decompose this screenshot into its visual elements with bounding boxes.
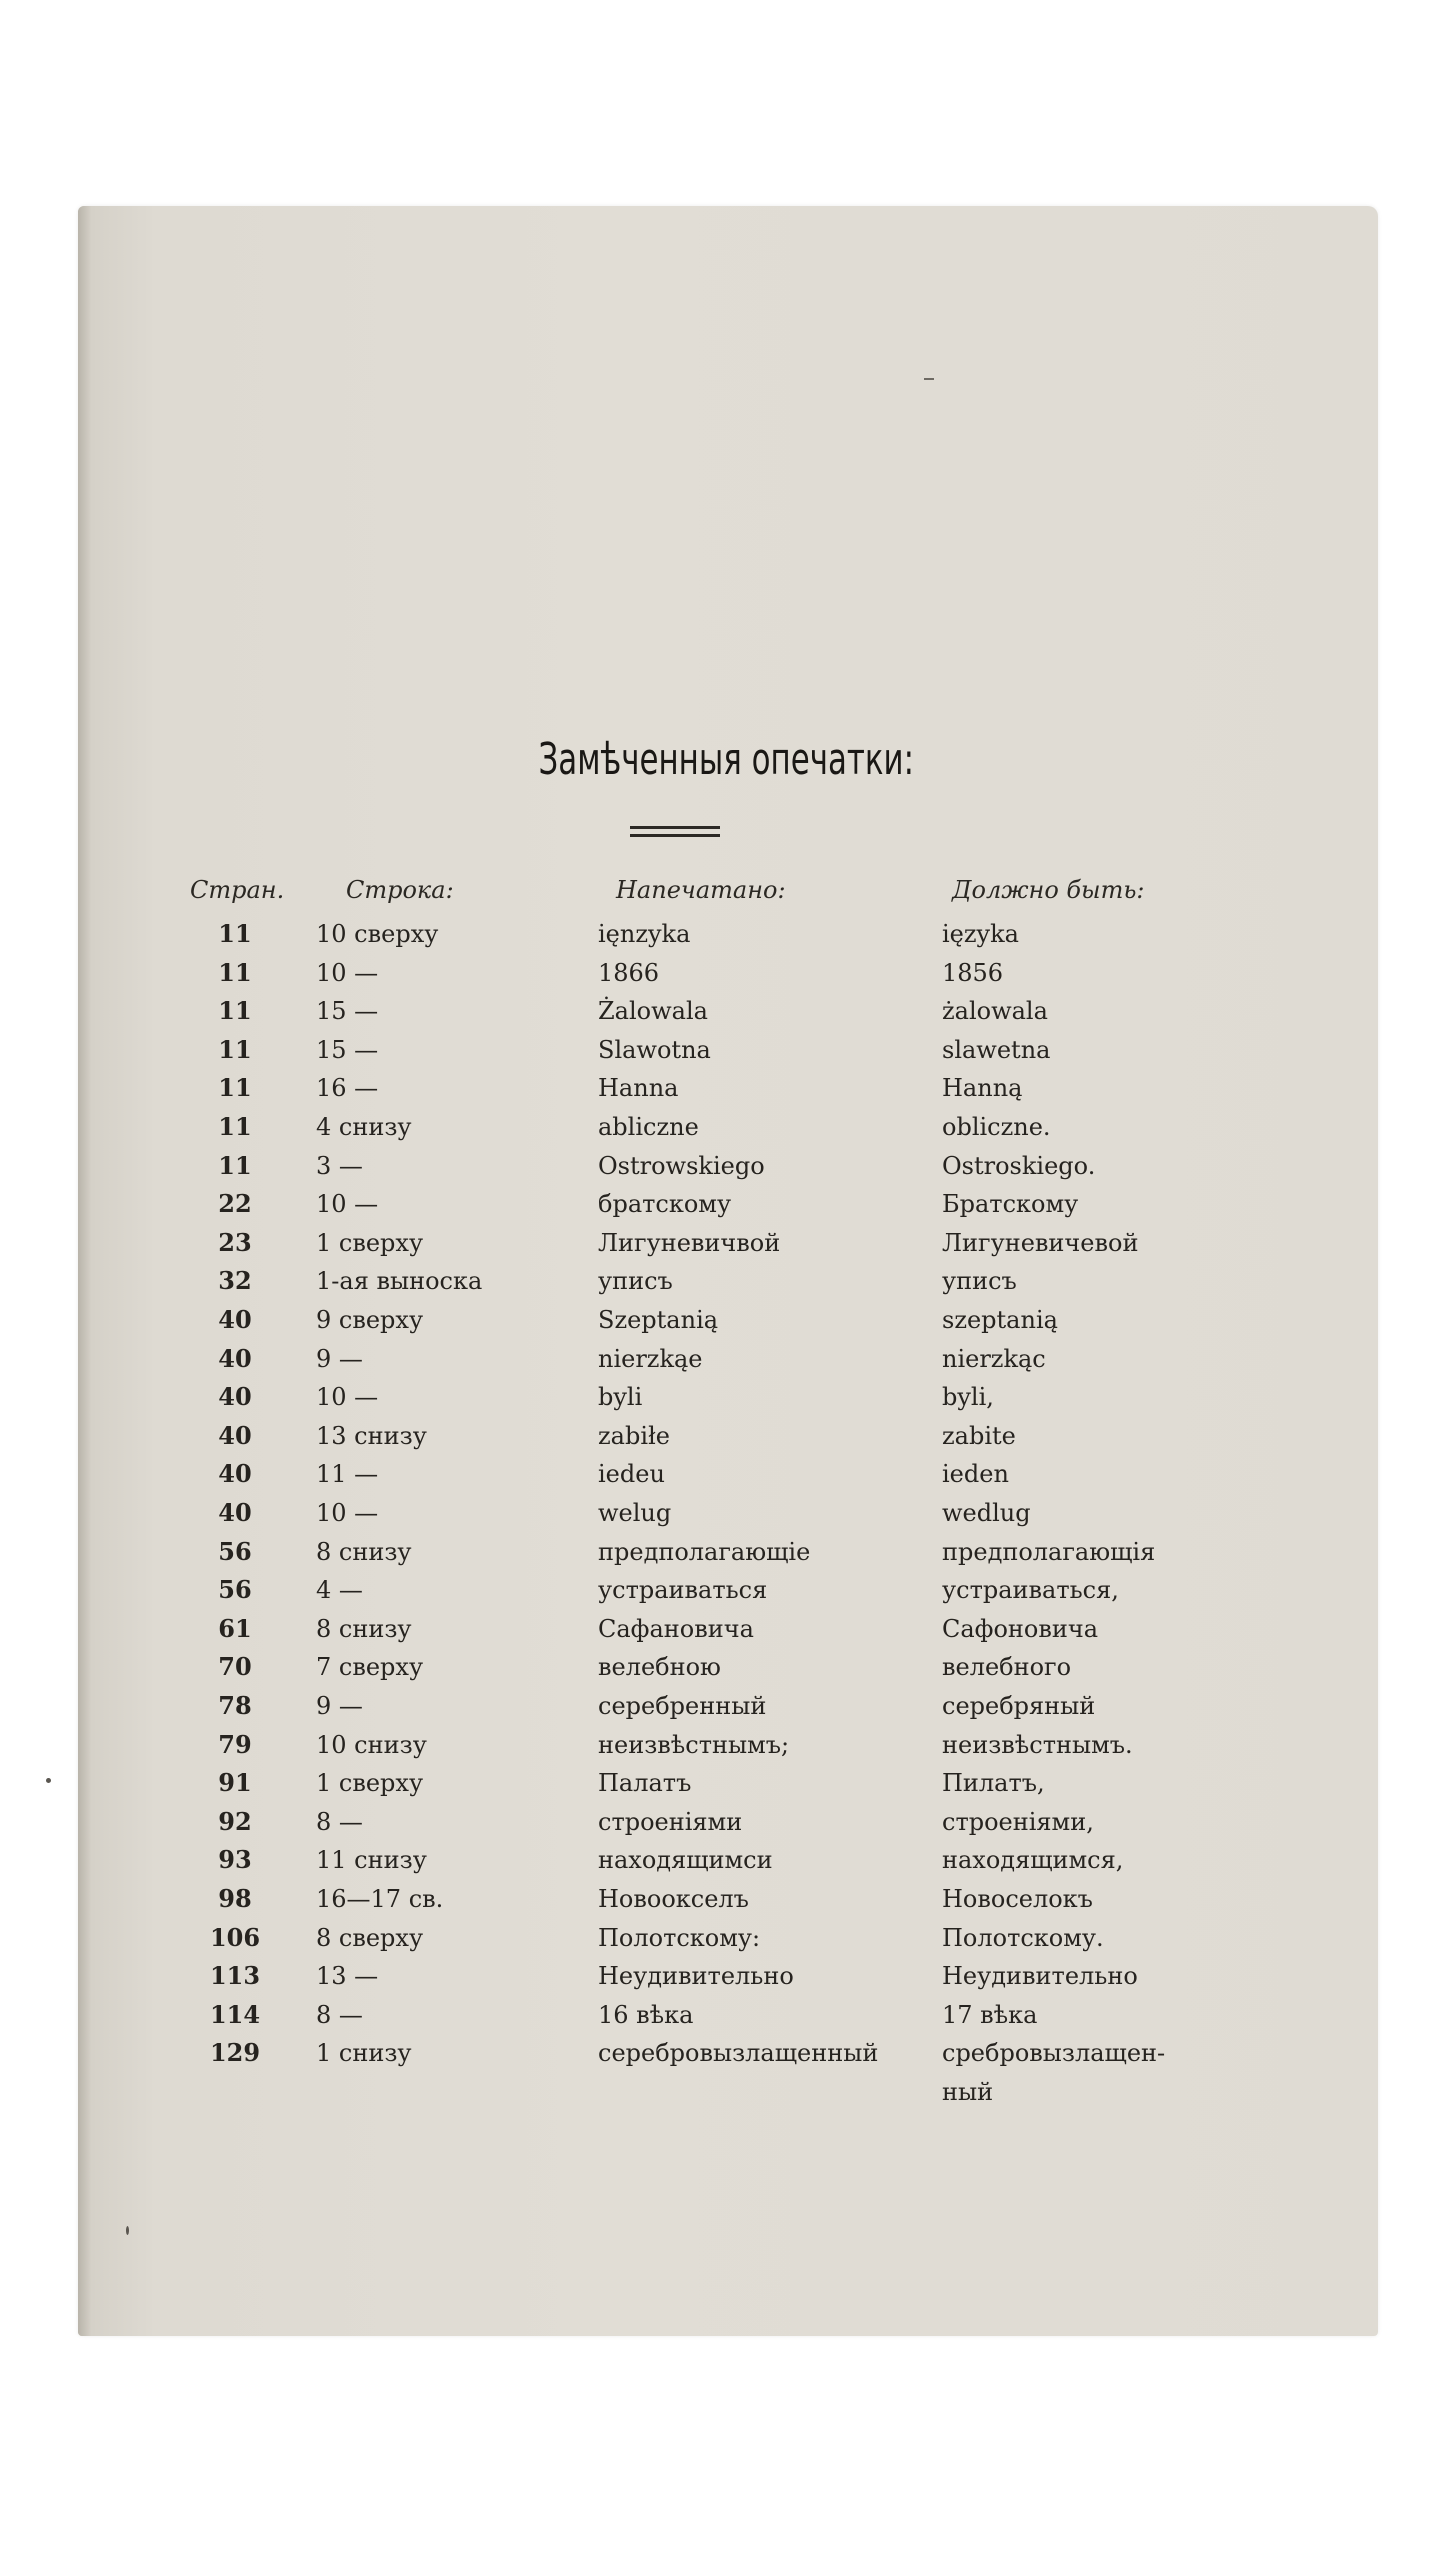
- errata-correct-text: сребровызлащен-: [942, 2039, 1166, 2067]
- errata-printed-text: Сафановича: [598, 1615, 754, 1643]
- errata-line-ref: 1 снизу: [316, 2039, 412, 2067]
- errata-correct-text: nierzkąc: [942, 1345, 1046, 1373]
- errata-printed-text: строенiями: [598, 1808, 743, 1836]
- errata-line-ref: 8 —: [316, 2001, 363, 2029]
- errata-printed-text: abliczne: [598, 1113, 699, 1141]
- header-page: Стран.: [190, 876, 285, 904]
- errata-printed-text: Szeptanią: [598, 1306, 719, 1334]
- errata-page-number: 11: [218, 996, 252, 1025]
- errata-line-ref: 10 сверху: [316, 920, 439, 948]
- errata-page-number: 98: [218, 1884, 252, 1913]
- errata-page-number: 114: [209, 2000, 261, 2029]
- errata-correct-text: byli,: [942, 1383, 994, 1411]
- document-page: [78, 206, 1378, 2336]
- errata-line-ref: 9 —: [316, 1345, 363, 1373]
- errata-line-ref: 10 —: [316, 1190, 379, 1218]
- errata-correct-text: Братскому: [942, 1190, 1079, 1218]
- errata-correct-text: zabite: [942, 1422, 1016, 1450]
- errata-line-ref: 16 —: [316, 1074, 379, 1102]
- errata-page-number: 11: [218, 919, 252, 948]
- errata-line-ref: 1 сверху: [316, 1229, 424, 1257]
- errata-correct-text: obliczne.: [942, 1113, 1051, 1141]
- errata-page-number: 61: [218, 1614, 252, 1643]
- errata-page-number: 40: [218, 1344, 252, 1373]
- page-speck: [126, 2226, 129, 2235]
- errata-correct-text: устраиваться,: [942, 1576, 1119, 1604]
- errata-page-number: 91: [218, 1768, 252, 1797]
- errata-line-ref: 11 снизу: [316, 1846, 427, 1874]
- errata-page-number: 11: [218, 1151, 252, 1180]
- errata-printed-text: Ostrowskiego: [598, 1152, 765, 1180]
- errata-line-ref: 10 снизу: [316, 1731, 427, 1759]
- errata-printed-text: предполагающіе: [598, 1538, 811, 1566]
- errata-correct-text: Пилатъ,: [942, 1769, 1045, 1797]
- header-printed: Напечатано:: [616, 876, 786, 904]
- errata-page-number: 106: [209, 1923, 261, 1952]
- errata-correct-text: велебного: [942, 1653, 1072, 1681]
- errata-page-number: 56: [218, 1575, 252, 1604]
- page-top-mark: [924, 378, 934, 380]
- errata-correct-text: серебряный: [942, 1692, 1096, 1720]
- errata-line-ref: 9 —: [316, 1692, 363, 1720]
- errata-page-number: 11: [218, 1073, 252, 1102]
- errata-correct-text: уписъ: [942, 1267, 1017, 1295]
- errata-page-number: 129: [209, 2038, 261, 2067]
- errata-page-number: 11: [218, 1112, 252, 1141]
- errata-correct-text: slawetna: [942, 1036, 1051, 1064]
- errata-line-ref: 16—17 св.: [316, 1885, 444, 1913]
- errata-page-number: 40: [218, 1459, 252, 1488]
- errata-page-number: 11: [218, 1035, 252, 1064]
- errata-line-ref: 8 снизу: [316, 1615, 412, 1643]
- errata-line-ref: 10 —: [316, 1383, 379, 1411]
- errata-line-ref: 9 сверху: [316, 1306, 424, 1334]
- errata-correct-text: ieden: [942, 1460, 1009, 1488]
- errata-line-ref: 11 —: [316, 1460, 379, 1488]
- errata-printed-text: серебровызлащенный: [598, 2039, 879, 2067]
- errata-line-ref: 10 —: [316, 959, 379, 987]
- header-line: Строка:: [346, 876, 454, 904]
- errata-printed-text: Żalowala: [598, 997, 708, 1025]
- errata-correct-text: 1856: [942, 959, 1004, 987]
- errata-printed-text: уписъ: [598, 1267, 673, 1295]
- errata-printed-text: находящимси: [598, 1846, 773, 1874]
- errata-line-ref: 13 снизу: [316, 1422, 427, 1450]
- errata-printed-text: nierzkąe: [598, 1345, 703, 1373]
- errata-correct-text: żalowala: [942, 997, 1048, 1025]
- page-title: Замѣченныя опечатки:: [538, 734, 914, 785]
- errata-printed-text: welug: [598, 1499, 672, 1527]
- errata-line-ref: 4 снизу: [316, 1113, 412, 1141]
- errata-page-number: 40: [218, 1382, 252, 1411]
- errata-printed-text: Полотскому:: [598, 1924, 761, 1952]
- errata-page-number: 22: [218, 1189, 252, 1218]
- errata-line-ref: 8 сверху: [316, 1924, 424, 1952]
- errata-correct-text: 17 вѣка: [942, 2001, 1038, 2029]
- header-should-be: Должно быть:: [952, 876, 1145, 904]
- errata-line-ref: 1-ая выноска: [316, 1267, 483, 1295]
- errata-line-ref: 15 —: [316, 1036, 379, 1064]
- errata-line-ref: 7 сверху: [316, 1653, 424, 1681]
- errata-line-ref: 4 —: [316, 1576, 363, 1604]
- errata-page-number: 11: [218, 958, 252, 987]
- errata-printed-text: zabiłe: [598, 1422, 670, 1450]
- errata-page-number: 93: [218, 1845, 252, 1874]
- errata-correct-text: предполагающія: [942, 1538, 1156, 1566]
- errata-printed-text: неизвѣстнымъ;: [598, 1731, 790, 1759]
- errata-line-ref: 8 —: [316, 1808, 363, 1836]
- errata-correct-text: szeptanią: [942, 1306, 1058, 1334]
- errata-printed-text: 16 вѣка: [598, 2001, 694, 2029]
- errata-correct-text: находящимся,: [942, 1846, 1124, 1874]
- errata-line-ref: 13 —: [316, 1962, 379, 1990]
- errata-page-number: 113: [209, 1961, 261, 1990]
- errata-correct-text: Сафоновича: [942, 1615, 1099, 1643]
- errata-printed-text: Slawotna: [598, 1036, 711, 1064]
- title-rule: [630, 826, 720, 829]
- errata-correct-text: Лигуневичевой: [942, 1229, 1139, 1257]
- errata-page-number: 78: [218, 1691, 252, 1720]
- errata-printed-text: серебренный: [598, 1692, 767, 1720]
- continuation-text: ный: [942, 2078, 994, 2106]
- errata-printed-text: 1866: [598, 959, 660, 987]
- errata-printed-text: iedeu: [598, 1460, 665, 1488]
- errata-page-number: 40: [218, 1498, 252, 1527]
- errata-correct-text: Неудивительно: [942, 1962, 1138, 1990]
- page-spine-edge: [78, 206, 92, 2336]
- errata-line-ref: 10 —: [316, 1499, 379, 1527]
- errata-printed-text: Hanna: [598, 1074, 679, 1102]
- errata-page-number: 79: [218, 1730, 252, 1759]
- errata-correct-text: строенiями,: [942, 1808, 1094, 1836]
- title-rule: [630, 834, 720, 837]
- errata-printed-text: byli: [598, 1383, 643, 1411]
- errata-correct-text: Новоселокъ: [942, 1885, 1093, 1913]
- errata-page-number: 40: [218, 1305, 252, 1334]
- errata-correct-text: неизвѣстнымъ.: [942, 1731, 1133, 1759]
- errata-printed-text: Лигуневичвой: [598, 1229, 781, 1257]
- errata-printed-text: братскому: [598, 1190, 732, 1218]
- errata-line-ref: 1 сверху: [316, 1769, 424, 1797]
- errata-page-number: 40: [218, 1421, 252, 1450]
- errata-printed-text: ięnzyka: [598, 920, 691, 948]
- errata-correct-text: Ostroskiego.: [942, 1152, 1096, 1180]
- errata-printed-text: Палатъ: [598, 1769, 692, 1797]
- errata-page-number: 92: [218, 1807, 252, 1836]
- errata-correct-text: wedlug: [942, 1499, 1031, 1527]
- errata-line-ref: 3 —: [316, 1152, 363, 1180]
- errata-page-number: 32: [218, 1266, 252, 1295]
- errata-correct-text: Hanną: [942, 1074, 1023, 1102]
- errata-line-ref: 8 снизу: [316, 1538, 412, 1566]
- errata-line-ref: 15 —: [316, 997, 379, 1025]
- page-speck: [46, 1778, 51, 1783]
- errata-correct-text: Полотскому.: [942, 1924, 1104, 1952]
- errata-printed-text: велебною: [598, 1653, 721, 1681]
- errata-correct-text: ięzyka: [942, 920, 1019, 948]
- errata-page-number: 70: [218, 1652, 252, 1681]
- errata-printed-text: устраиваться: [598, 1576, 768, 1604]
- errata-page-number: 23: [218, 1228, 252, 1257]
- errata-printed-text: Неудивительно: [598, 1962, 794, 1990]
- errata-printed-text: Новоокселъ: [598, 1885, 749, 1913]
- errata-page-number: 56: [218, 1537, 252, 1566]
